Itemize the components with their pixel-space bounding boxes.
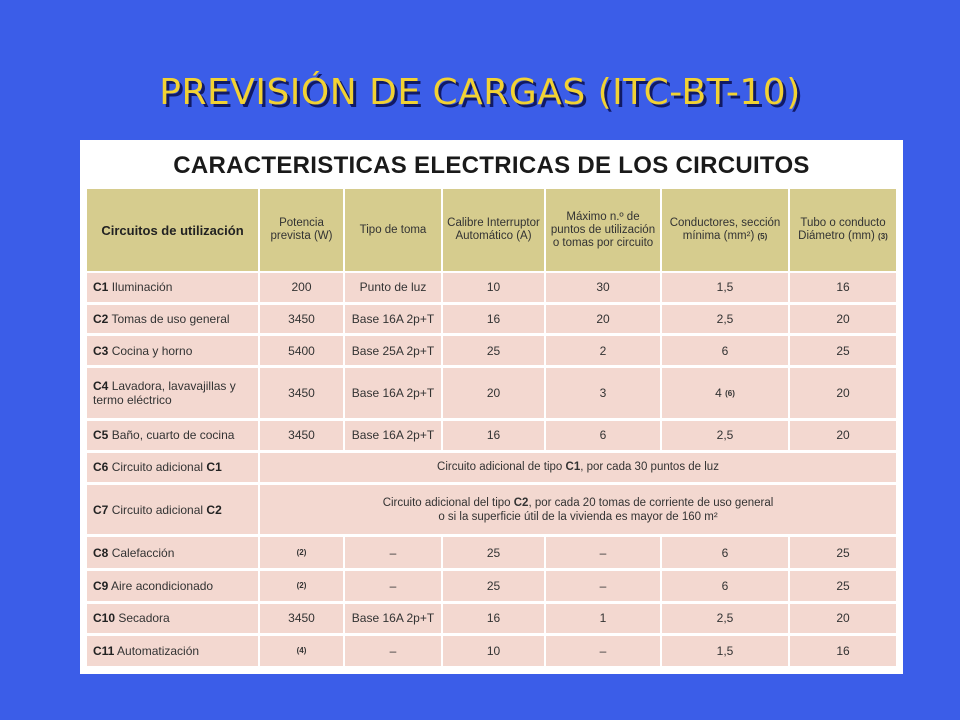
note-text-end: , por cada 20 tomas de corriente de uso general xyxy=(528,496,774,509)
socket-cell: Base 16A 2p+T xyxy=(344,367,442,420)
points-cell: 30 xyxy=(545,272,661,304)
circuit-name: Circuito adicional xyxy=(111,502,204,517)
points-cell: 1 xyxy=(545,603,661,635)
breaker-cell: 16 xyxy=(442,420,545,452)
circuit-name: Calefacción xyxy=(111,545,175,560)
circuit-name: Tomas de uso general xyxy=(111,312,230,327)
section-cell: 6 xyxy=(661,335,789,367)
socket-cell: Base 16A 2p+T xyxy=(344,304,442,336)
merged-note-cell xyxy=(259,452,897,484)
circuit-code: C4 xyxy=(93,379,109,394)
circuit-cell xyxy=(86,335,259,367)
section-ref: (6) xyxy=(725,388,735,398)
circuit-cell xyxy=(86,304,259,336)
header-section-ref: (5) xyxy=(757,232,768,241)
socket-cell: – xyxy=(344,536,442,569)
breaker-cell: 10 xyxy=(442,272,545,304)
circuit-name: Automatización xyxy=(117,643,200,658)
power-ref: (2) xyxy=(296,581,307,591)
circuit-code: C1 xyxy=(93,280,109,295)
circuit-code: C6 xyxy=(93,460,109,475)
section-cell xyxy=(661,367,789,420)
tube-cell: 25 xyxy=(789,570,897,603)
merged-note-cell xyxy=(259,484,897,537)
section-cell: 2,5 xyxy=(661,420,789,452)
section-cell: 6 xyxy=(661,536,789,569)
circuit-ref: C2 xyxy=(206,502,222,517)
socket-cell: – xyxy=(344,635,442,668)
note-text: Circuito adicional del tipo xyxy=(382,496,511,509)
note-text-end: , por cada 30 puntos de luz xyxy=(580,461,719,474)
table-row xyxy=(86,272,897,304)
circuit-code: C9 xyxy=(93,578,109,593)
circuit-name: Circuito adicional xyxy=(111,460,204,475)
breaker-cell: 25 xyxy=(442,570,545,603)
tube-cell: 25 xyxy=(789,335,897,367)
circuit-cell xyxy=(86,536,259,569)
circuit-cell xyxy=(86,367,259,420)
circuit-code: C8 xyxy=(93,545,109,560)
header-section-label: Conductores, sección mínima (mm²) xyxy=(669,217,781,242)
table-row xyxy=(86,570,897,603)
points-cell: – xyxy=(545,570,661,603)
breaker-cell: 20 xyxy=(442,367,545,420)
breaker-cell: 16 xyxy=(442,304,545,336)
note-ref: C2 xyxy=(513,496,529,509)
table-row xyxy=(86,536,897,569)
circuit-name: Baño, cuarto de cocina xyxy=(111,428,235,443)
circuit-code: C7 xyxy=(93,502,109,517)
power-cell xyxy=(259,570,344,603)
breaker-cell: 25 xyxy=(442,335,545,367)
points-cell: – xyxy=(545,635,661,668)
power-cell: 3450 xyxy=(259,603,344,635)
tube-cell: 25 xyxy=(789,536,897,569)
header-breaker: Calibre Interruptor Automático (A) xyxy=(442,188,545,272)
circuit-ref: C1 xyxy=(206,460,222,475)
socket-cell: Base 16A 2p+T xyxy=(344,603,442,635)
socket-cell: Punto de luz xyxy=(344,272,442,304)
power-cell: 5400 xyxy=(259,335,344,367)
note-text-line2: o si la superficie útil de la vivienda es mayor de 160 m² xyxy=(438,510,718,523)
circuit-cell xyxy=(86,603,259,635)
circuit-code: C3 xyxy=(93,343,109,358)
table-row xyxy=(86,452,897,484)
points-cell: – xyxy=(545,536,661,569)
circuit-code: C5 xyxy=(93,428,109,443)
tube-cell: 16 xyxy=(789,272,897,304)
section-cell: 6 xyxy=(661,570,789,603)
section-cell: 2,5 xyxy=(661,603,789,635)
slide-title: PREVISIÓN DE CARGAS (ITC-BT-10) xyxy=(159,72,801,113)
breaker-cell: 25 xyxy=(442,536,545,569)
tube-cell: 16 xyxy=(789,635,897,668)
circuit-cell xyxy=(86,484,259,537)
socket-cell: Base 25A 2p+T xyxy=(344,335,442,367)
circuit-cell xyxy=(86,570,259,603)
power-cell: 3450 xyxy=(259,420,344,452)
circuit-code: C10 xyxy=(93,611,116,626)
circuit-name: Cocina y horno xyxy=(111,343,193,358)
header-section xyxy=(661,188,789,272)
panel-title: CARACTERISTICAS ELECTRICAS DE LOS CIRCUITOS xyxy=(173,152,810,179)
power-cell xyxy=(259,635,344,668)
header-circuits: Circuitos de utilización xyxy=(86,188,259,272)
section-cell: 1,5 xyxy=(661,635,789,668)
section-cell: 2,5 xyxy=(661,304,789,336)
table-row xyxy=(86,304,897,336)
breaker-cell: 10 xyxy=(442,635,545,668)
power-cell: 3450 xyxy=(259,367,344,420)
circuit-code: C11 xyxy=(93,643,115,658)
header-tube xyxy=(789,188,897,272)
points-cell: 3 xyxy=(545,367,661,420)
circuit-cell xyxy=(86,635,259,668)
circuit-code: C2 xyxy=(93,312,109,327)
power-cell xyxy=(259,536,344,569)
socket-cell: Base 16A 2p+T xyxy=(344,420,442,452)
table-header-row xyxy=(86,188,897,272)
header-tube-ref: (3) xyxy=(878,232,888,241)
circuit-cell xyxy=(86,452,259,484)
points-cell: 6 xyxy=(545,420,661,452)
header-max-points: Máximo n.º de puntos de utilización o tomas por circuito xyxy=(545,188,661,272)
section-value: 4 xyxy=(715,385,722,400)
table-panel xyxy=(80,140,903,674)
power-cell: 3450 xyxy=(259,304,344,336)
power-ref: (2) xyxy=(296,548,307,558)
tube-cell: 20 xyxy=(789,603,897,635)
section-cell: 1,5 xyxy=(661,272,789,304)
header-power: Potencia prevista (W) xyxy=(259,188,344,272)
points-cell: 2 xyxy=(545,335,661,367)
circuit-cell xyxy=(86,420,259,452)
socket-cell: – xyxy=(344,570,442,603)
header-tube-label: Tubo o conducto Diámetro (mm) xyxy=(798,217,886,242)
tube-cell: 20 xyxy=(789,420,897,452)
breaker-cell: 16 xyxy=(442,603,545,635)
circuit-name: Lavadora, lavavajillas y termo eléctrico xyxy=(93,379,236,408)
circuit-name: Aire acondicionado xyxy=(111,578,214,593)
tube-cell: 20 xyxy=(789,304,897,336)
header-socket-type: Tipo de toma xyxy=(344,188,442,272)
table-row xyxy=(86,635,897,668)
power-cell: 200 xyxy=(259,272,344,304)
tube-cell: 20 xyxy=(789,367,897,420)
table-row xyxy=(86,335,897,367)
circuit-cell xyxy=(86,272,259,304)
power-ref: (4) xyxy=(296,646,307,656)
circuits-table xyxy=(86,188,897,668)
table-row xyxy=(86,484,897,537)
note-ref: C1 xyxy=(565,461,581,474)
circuit-name: Iluminación xyxy=(111,280,173,295)
points-cell: 20 xyxy=(545,304,661,336)
note-text: Circuito adicional de tipo xyxy=(437,461,563,474)
table-row xyxy=(86,603,897,635)
circuit-name: Secadora xyxy=(118,611,170,626)
table-row xyxy=(86,420,897,452)
table-row xyxy=(86,367,897,420)
